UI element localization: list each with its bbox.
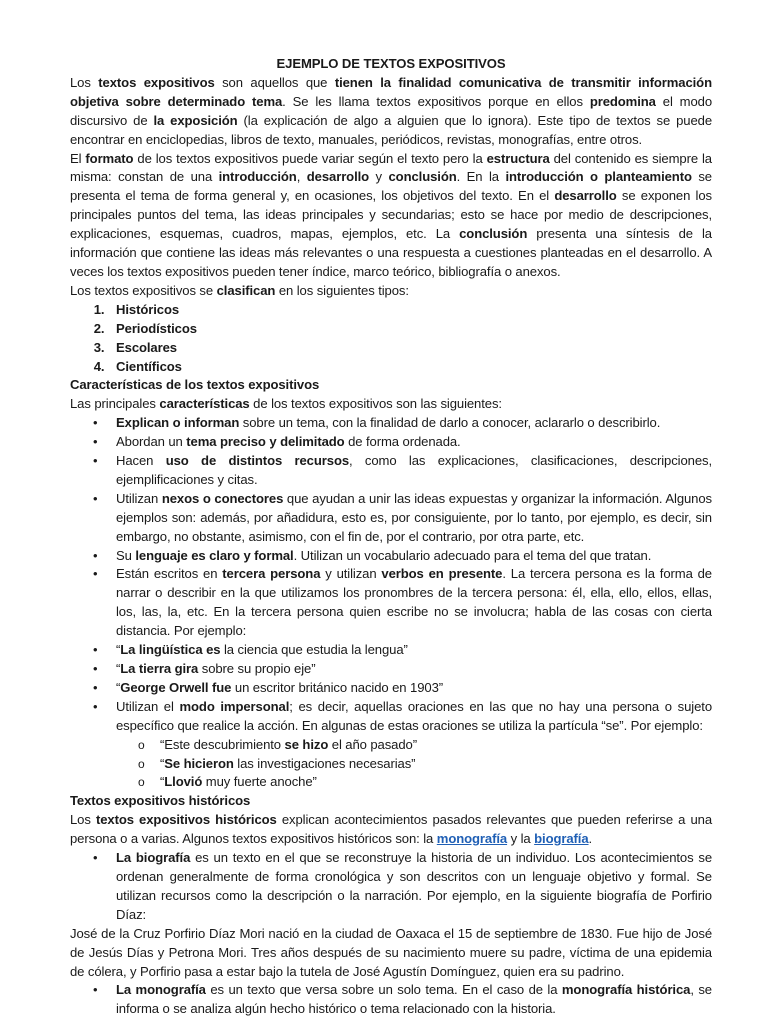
characteristics-heading: Características de los textos expositivos <box>70 377 320 393</box>
text-run: el año pasado” <box>328 736 417 752</box>
text-run: y la <box>507 831 535 847</box>
text-run: (la explicación de algo a alguien que lo ignora). Este tipo de textos se puede encontrar en enciclopedias, libros de texto, manuales, periódicos, revistas, monografías, entre otros. <box>70 112 713 147</box>
bold-text: introducción o planteamiento <box>505 169 692 185</box>
text-run: , <box>296 169 307 185</box>
text-run: en los siguientes tipos: <box>275 282 409 298</box>
bold-text: introducción <box>218 169 297 185</box>
type-item: 3. Escolares <box>108 339 712 358</box>
example-item <box>116 660 712 679</box>
text-run: “ <box>116 661 121 676</box>
bold-text: Explican o informan <box>116 415 240 431</box>
bold-text: textos expositivos <box>98 74 215 90</box>
bold-text: características <box>159 396 250 412</box>
text-run: la ciencia que estudia la lengua” <box>220 642 408 658</box>
bold-text: estructura <box>486 150 550 166</box>
type-item: 4. Científicos <box>108 358 712 377</box>
text-run: y <box>369 169 389 185</box>
text-run: un escritor británico nacido en 1903” <box>231 679 444 695</box>
document-page <box>70 52 712 1019</box>
characteristics-list <box>70 414 712 735</box>
text-run: explican acontecimientos pasados relevantes que pueden referirse a una persona o a varias. Algunos textos expositivos históricos son: la <box>70 812 713 847</box>
bold-text: textos expositivos históricos <box>95 812 277 828</box>
characteristic-item <box>116 565 712 641</box>
bold-text: monografía histórica <box>561 982 691 998</box>
text-run: “Este descubrimiento <box>160 736 285 752</box>
bold-text: desarrollo <box>306 169 370 185</box>
text-run: Utilizan el <box>116 698 180 714</box>
types-list <box>70 301 712 377</box>
text-run: Su <box>116 547 136 563</box>
text-run: son aquellos que <box>214 74 335 90</box>
link-monografia[interactable]: monografía <box>436 831 508 847</box>
text-run: “ <box>116 679 121 695</box>
text-run: de forma ordenada. <box>344 434 461 450</box>
bold-text: tercera persona <box>222 566 321 582</box>
bold-text: se hizo <box>284 736 329 752</box>
text-run: es un texto que versa sobre un solo tema. En el caso de la <box>205 982 562 998</box>
bold-text: lenguaje es claro y formal <box>135 547 294 563</box>
type-item: 1. Históricos <box>108 301 712 320</box>
format-paragraph <box>70 150 712 282</box>
monograph-item <box>116 981 712 1019</box>
bold-text: clasifican <box>216 282 276 298</box>
text-run: que ayudan a unir las ideas expuestas y organizar la información. Algunos ejemplos son: además, por añadidura, esto es, por consiguiente, por lo tanto, por ejemplo, es decir, sin embargo, no obstante, asimismo, con el fin de, por el contrario, por otra parte, etc. <box>116 490 712 544</box>
text-run: Están escritos en <box>116 566 223 582</box>
text-run: El <box>70 150 86 166</box>
impersonal-example-item <box>160 755 712 774</box>
text-run: Las principales <box>70 396 160 412</box>
text-run: “ <box>160 755 165 771</box>
historical-heading: Textos expositivos históricos <box>70 793 251 809</box>
example-item <box>116 641 712 660</box>
text-run: de los textos expositivos puede variar según el texto pero la <box>133 150 487 166</box>
historical-paragraph <box>70 811 712 849</box>
text-run: se exponen los principales puntos del tema, las ideas principales y secundarias; esto se hace por medio de descripciones, explicaciones, esquemas, cuadros, mapas, ejemplos, etc. La <box>70 188 712 242</box>
bold-text: conclusión <box>459 226 528 242</box>
historical-types-list <box>70 849 712 925</box>
text-run: Los textos expositivos se <box>70 282 217 298</box>
classification-paragraph <box>70 282 712 301</box>
bold-text: George Orwell fue <box>120 679 232 695</box>
bold-text: tienen la finalidad comunicativa de transmitir información objetiva sobre determinado tema <box>70 74 712 109</box>
bold-text: La biografía <box>116 850 191 866</box>
text-run: sobre un tema, con la finalidad de darlo a conocer, aclararlo o describirlo. <box>239 415 661 431</box>
text-run: Los <box>70 812 96 828</box>
text-run: “ <box>160 774 165 790</box>
text-run: es un texto en el que se reconstruye la historia de un individuo. Los acontecimientos se ordenan generalmente de forma cronológica y son descritos con un lenguaje objetivo y formal. Se utilizan recursos como la descripción o la narración. Por ejemplo, en la siguiente biografía de Porfirio Díaz: <box>116 850 712 922</box>
text-run: las investigaciones necesarias” <box>233 755 416 771</box>
characteristic-item <box>116 433 712 452</box>
text-run: de los textos expositivos son las siguientes: <box>249 396 502 412</box>
historical-types-list-2 <box>70 981 712 1019</box>
text-run: , como las explicaciones, clasificaciones, descripciones, ejemplificaciones y citas. <box>116 453 713 487</box>
text-run: del contenido es siempre la misma: constan de una <box>70 150 712 185</box>
text-run: y utilizan <box>320 566 382 582</box>
text-run: ; es decir, aquellas oraciones en las que no hay una persona o sujeto específico que realice la acción. En algunas de estas oraciones se utiliza la partícula “se”. Por ejemplo: <box>116 698 712 733</box>
bold-text: tema preciso y delimitado <box>186 434 345 450</box>
example-item <box>116 679 712 698</box>
bold-text: verbos en presente <box>381 566 503 582</box>
text-run: . Se les llama textos expositivos porque en ellos <box>282 93 590 109</box>
bold-text: La monografía <box>116 982 206 998</box>
bold-text: modo impersonal <box>179 698 290 714</box>
text-run: muy fuerte anoche” <box>202 774 317 790</box>
bold-text: nexos o conectores <box>161 490 284 506</box>
bold-text: uso de distintos recursos <box>165 453 350 469</box>
type-item: 2. Periodísticos <box>108 320 712 339</box>
characteristic-item <box>116 490 712 547</box>
text-run: sobre su propio eje” <box>198 661 316 676</box>
bold-text: Llovió <box>164 774 203 790</box>
porfirio-paragraph: José de la Cruz Porfirio Díaz Mori nació en la ciudad de Oaxaca el 15 de septiembre de 1830. Fue hijo de José de Jesús Días y Petrona Mori. Tres años después de su nacimiento muere su padre, víctima de una epidemia de cólera, y Porfirio pasa a estar bajo la tutela de José Agustín Domínguez, quien era su padrino. <box>70 925 712 979</box>
biography-item <box>116 849 712 925</box>
link-biografia[interactable]: biografía <box>534 831 589 847</box>
text-run: Utilizan <box>116 490 162 506</box>
bold-text: predomina <box>589 93 656 109</box>
characteristic-item <box>116 547 712 566</box>
bold-text: La tierra gira <box>120 661 199 676</box>
bold-text: formato <box>85 150 134 166</box>
text-run: . En la <box>456 169 506 185</box>
characteristic-item <box>116 698 712 736</box>
bold-text: desarrollo <box>554 188 617 204</box>
impersonal-example-item <box>160 736 712 755</box>
text-run: presenta una síntesis de la información que contiene las ideas más relevantes o una respuesta a cuestiones planteadas en el desarrollo. A veces los textos expositivos pueden tener índice, marco teórico, bibliografía o anexos. <box>70 226 712 279</box>
text-run: . La tercera persona es la forma de narrar o describir en la que utilizamos los pronombres de la tercera persona: él, ella, ello, ellos, ellas, los, las, la, etc. En la tercera persona quien escribe no se involucra; habla de las cosas con cierta distancia. Por ejemplo: <box>116 566 712 639</box>
impersonal-example-item <box>160 773 712 792</box>
text-run: Hacen <box>116 453 166 469</box>
bold-text: la exposición <box>153 112 238 128</box>
text-run: Los <box>70 74 99 90</box>
characteristic-item <box>116 452 712 490</box>
characteristic-item <box>116 414 712 433</box>
bold-text: Se hicieron <box>164 755 234 771</box>
text-run: . Utilizan un vocabulario adecuado para el tema del que tratan. <box>293 547 652 563</box>
bold-text: La lingüística es <box>120 642 221 658</box>
intro-paragraph <box>70 74 712 150</box>
text-run: Abordan un <box>116 434 187 450</box>
bold-text: conclusión <box>388 169 457 185</box>
text-run: se presenta el tema de forma general y, en ocasiones, los objetivos del texto. En el <box>70 169 712 204</box>
text-run: . <box>588 831 593 847</box>
text-run: , se informa o se analiza algún hecho histórico o tema relacionado con la historia. <box>116 982 712 1017</box>
characteristics-intro <box>70 395 712 414</box>
impersonal-examples-list <box>70 736 712 793</box>
text-run: el modo discursivo de <box>70 93 712 128</box>
text-run: “ <box>116 642 121 658</box>
document-title: EJEMPLO DE TEXTOS EXPOSITIVOS <box>276 56 506 71</box>
